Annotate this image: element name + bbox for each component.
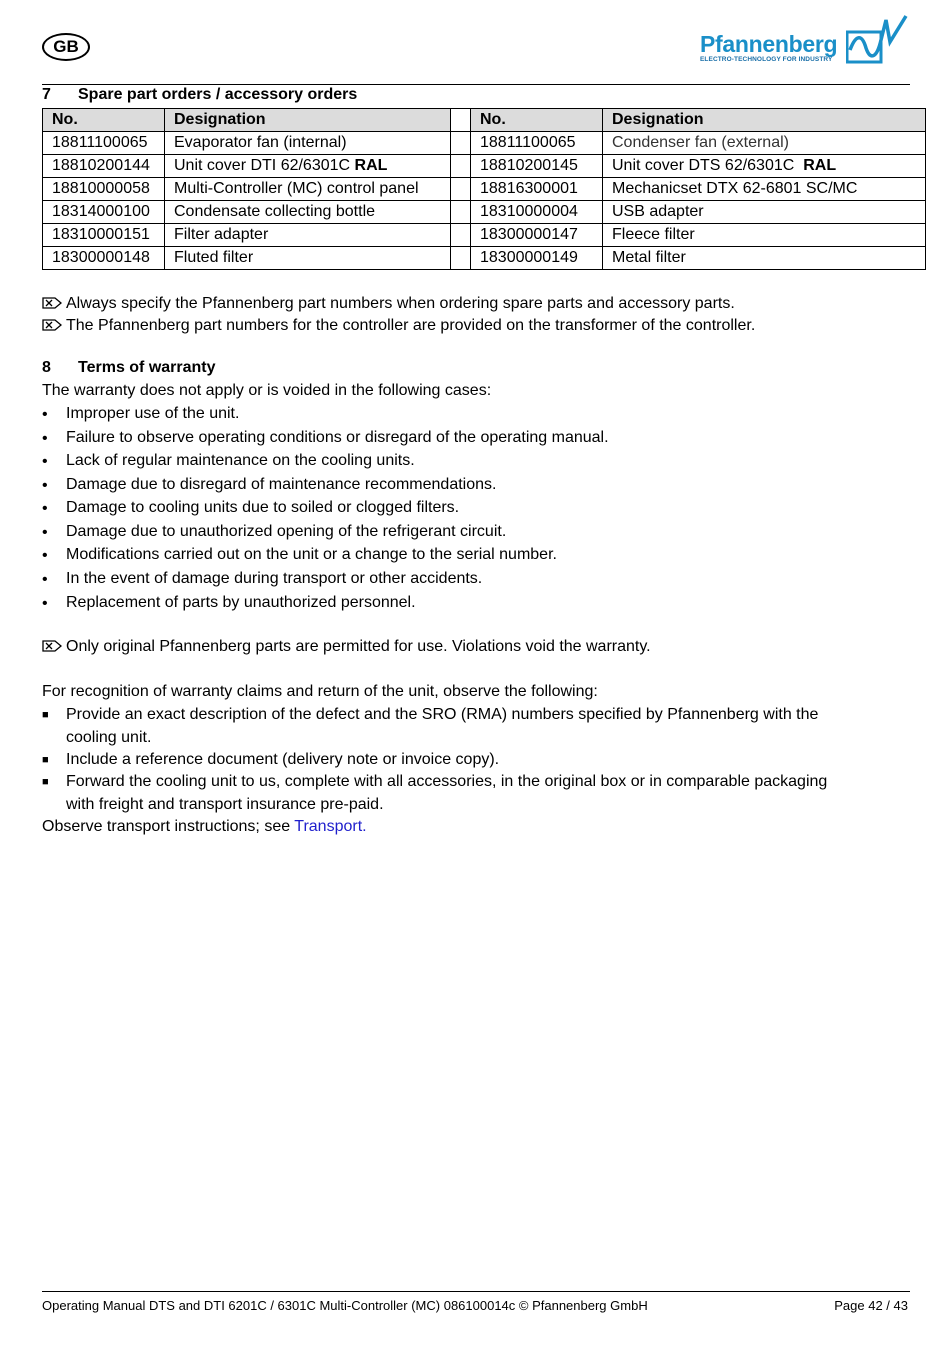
note-controller-numbers [42, 316, 755, 336]
note-text: The Pfannenberg part numbers for the controller are provided on the transformer of the controller. [66, 317, 756, 334]
list-item: Lack of regular maintenance on the cooling units. [66, 452, 415, 469]
part-designation: Condenser fan (external) [603, 132, 926, 155]
part-number: 18300000147 [471, 224, 603, 247]
part-designation [165, 155, 451, 178]
column-gap [451, 224, 471, 247]
transport-link[interactable]: Transport. [294, 818, 367, 835]
bullet-dot: • [42, 477, 48, 494]
part-designation: Fluted filter [165, 247, 451, 270]
footer-page-number: Page 42 / 43 [834, 1298, 908, 1313]
part-designation [603, 155, 926, 178]
column-gap [451, 109, 471, 132]
list-item: Forward the cooling unit to us, complete with all accessories, in the original box or in comparable packaging [66, 773, 828, 790]
list-item: Damage due to disregard of maintenance recommendations. [66, 476, 497, 493]
column-gap [451, 132, 471, 155]
table-row [43, 224, 926, 247]
language-badge: GB [42, 33, 90, 61]
square-bullet: ■ [42, 754, 49, 766]
column-header-designation: Designation [165, 109, 451, 132]
part-number: 18810000058 [43, 178, 165, 201]
column-gap [451, 201, 471, 224]
table-row [43, 155, 926, 178]
part-number: 18310000151 [43, 224, 165, 247]
list-item: Failure to observe operating conditions or disregard of the operating manual. [66, 429, 609, 446]
part-number: 18310000004 [471, 201, 603, 224]
footer-document-info: Operating Manual DTS and DTI 6201C / 6301C Multi-Controller (MC) 086100014c © Pfannenberg GmbH [42, 1298, 648, 1313]
table-header-row [43, 109, 926, 132]
pfannenberg-logo [698, 14, 910, 66]
column-header-no: No. [471, 109, 603, 132]
column-gap [451, 178, 471, 201]
list-item: In the event of damage during transport or other accidents. [66, 570, 483, 587]
hint-arrow-icon [42, 640, 62, 652]
section-number: 8 [42, 359, 51, 376]
part-designation: Mechanicset DTX 62-6801 SC/MC [603, 178, 926, 201]
list-item: Replacement of parts by unauthorized personnel. [66, 594, 416, 611]
list-item: Provide an exact description of the defect and the SRO (RMA) numbers specified by Pfannenberg with the [66, 706, 819, 723]
column-gap [451, 155, 471, 178]
claims-intro: For recognition of warranty claims and return of the unit, observe the following: [42, 683, 598, 700]
part-designation: Filter adapter [165, 224, 451, 247]
logo-text: Pfannenberg [700, 31, 838, 57]
list-item: Modifications carried out on the unit or a change to the serial number. [66, 546, 557, 563]
bullet-dot: • [42, 524, 48, 541]
table-row [43, 247, 926, 270]
part-designation: Evaporator fan (internal) [165, 132, 451, 155]
part-number: 18810200145 [471, 155, 603, 178]
section-number: 7 [42, 86, 51, 103]
table-row [43, 178, 926, 201]
designation-bold: RAL [803, 157, 837, 174]
warranty-intro: The warranty does not apply or is voided in the following cases: [42, 382, 492, 399]
footer-rule [42, 1291, 910, 1292]
part-number: 18314000100 [43, 201, 165, 224]
square-bullet: ■ [42, 776, 49, 788]
column-header-no: No. [43, 109, 165, 132]
note-text: Always specify the Pfannenberg part numbers when ordering spare parts and accessory parts. [66, 295, 735, 312]
list-item-continuation: cooling unit. [66, 729, 152, 746]
part-designation: Metal filter [603, 247, 926, 270]
bullet-dot: • [42, 571, 48, 588]
part-number: 18811100065 [43, 132, 165, 155]
bullet-dot: • [42, 430, 48, 447]
section-7-heading [42, 86, 357, 104]
list-item: Damage due to unauthorized opening of the refrigerant circuit. [66, 523, 507, 540]
designation-bold: RAL [354, 157, 388, 174]
part-number: 18810200144 [43, 155, 165, 178]
table-row [43, 132, 926, 155]
logo-wave-icon [846, 14, 908, 64]
bullet-dot: • [42, 453, 48, 470]
spare-parts-table [42, 108, 926, 270]
header-rule [42, 84, 910, 85]
part-number: 18811100065 [471, 132, 603, 155]
transport-instructions [42, 817, 367, 837]
note-original-parts [42, 637, 651, 657]
list-item: Damage to cooling units due to soiled or clogged filters. [66, 499, 460, 516]
section-title: Terms of warranty [78, 359, 216, 376]
part-designation: Condensate collecting bottle [165, 201, 451, 224]
designation-text: Unit cover DTI 62/6301C [174, 157, 351, 174]
part-number: 18300000148 [43, 247, 165, 270]
part-designation: Multi-Controller (MC) control panel [165, 178, 451, 201]
list-item: Include a reference document (delivery note or invoice copy). [66, 751, 500, 768]
part-number: 18300000149 [471, 247, 603, 270]
list-item: Improper use of the unit. [66, 405, 240, 422]
hint-arrow-icon [42, 297, 62, 309]
hint-arrow-icon [42, 319, 62, 331]
bullet-dot: • [42, 547, 48, 564]
transport-text: Observe transport instructions; see [42, 818, 291, 835]
bullet-dot: • [42, 406, 48, 423]
logo-tagline: ELECTRO-TECHNOLOGY FOR INDUSTRY [700, 56, 833, 63]
list-item-continuation: with freight and transport insurance pre-paid. [66, 796, 384, 813]
part-number: 18816300001 [471, 178, 603, 201]
bullet-dot: • [42, 500, 48, 517]
section-8-heading [42, 359, 216, 377]
note-text: Only original Pfannenberg parts are permitted for use. Violations void the warranty. [66, 638, 651, 655]
part-designation: Fleece filter [603, 224, 926, 247]
designation-text: Unit cover DTS 62/6301C [612, 157, 795, 174]
square-bullet: ■ [42, 709, 49, 721]
table-row [43, 201, 926, 224]
bullet-dot: • [42, 595, 48, 612]
column-gap [451, 247, 471, 270]
part-designation: USB adapter [603, 201, 926, 224]
note-part-numbers [42, 294, 735, 314]
column-header-designation: Designation [603, 109, 926, 132]
section-title: Spare part orders / accessory orders [78, 86, 358, 103]
